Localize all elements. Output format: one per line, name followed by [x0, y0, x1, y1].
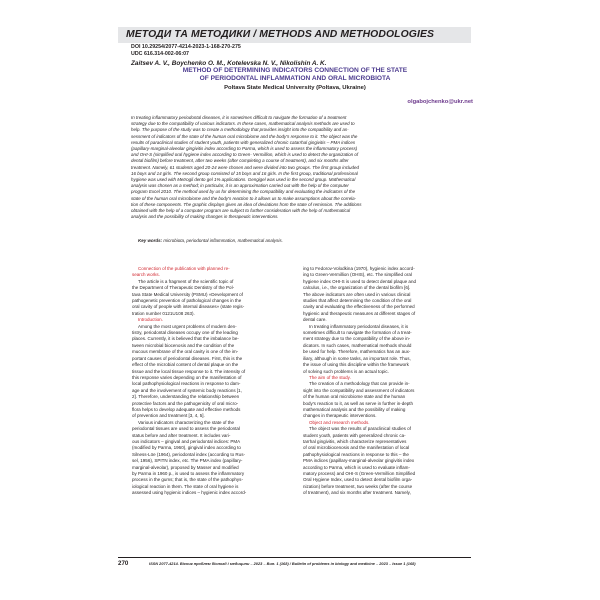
body-text-line: changes in therapeutic interventions. — [303, 413, 377, 419]
abstract-line: obtained with the help of a computer program are subject to further consideration with the help of mathematical — [131, 208, 351, 214]
body-text-line: the Department of Therapeutic Dentistry of the Pol- — [132, 285, 235, 291]
body-text-line: according to Parma, which is used to evaluate inflam- — [303, 464, 410, 470]
page-number: 270 — [118, 560, 129, 567]
body-text-line: hygienic and therapeutic measures at different stages of — [303, 310, 416, 316]
abstract-line: In treating inflammatory periodontal diseases, it is sometimes difficult to navigate the formation of a treatment — [131, 115, 347, 120]
body-text-line: tarrhal gingivitis, which characterize representatives — [303, 438, 407, 444]
body-text-line: effect of the microbial content of dental plaque on the — [132, 362, 239, 368]
abstract — [131, 115, 465, 220]
body-column-left — [132, 266, 294, 497]
body-text-line: age and the involvement of systemic body reactions [1, — [132, 387, 242, 393]
body-text-line: pathophysiological reactions in response to this – the — [303, 451, 409, 457]
affiliation: Poltava State Medical University (Poltava, Ukraine) — [224, 85, 366, 91]
body-text-line: Object and research methods. — [309, 419, 370, 425]
body-text-line: assessed using hygienic indices – hygienic index accord- — [132, 490, 247, 496]
body-text-line: of treatment), and six months after treatment. Namely, — [303, 490, 411, 496]
body-text-line: ment strategy due to the compatibility of the above in- — [303, 336, 411, 342]
abstract-line: analysis and the possibility of making changes in therapeutic interventions. — [131, 214, 279, 220]
body-text-line: student youth, patients with generalized chronic ca- — [303, 432, 406, 438]
body-text-line: Various indicators characterizing the state of the — [138, 419, 235, 425]
body-text-line: calculus, i.e., the organization of the dental biofilm [6]. — [303, 285, 411, 291]
body-text-line: ing to Green-Vermillion (OHIS), etc. The simplified oral — [303, 272, 412, 278]
body-text-line: body's reaction to it, as well as serve in further in-depth — [303, 400, 414, 406]
body-text-line: studies that affect determining the condition of the oral — [303, 298, 412, 304]
udc-line: UDC 616.314-002-06:07 — [131, 51, 190, 57]
keywords — [138, 238, 283, 243]
body-text-line: The aim of the study. — [309, 374, 351, 380]
body-text-line: (modified by Parma, 1960), gingival index according to — [132, 445, 241, 451]
authors-line: Zaitsev A. V., Boychenko O. M., Kotelevska N. V., Nikolishin A. K. — [131, 60, 327, 67]
body-text-line: tween microbial biocenosis and the condition of the — [132, 342, 235, 348]
article-title-line: OF PERIODONTAL INFLAMMATION AND ORAL MICROBIOTA — [199, 75, 391, 83]
body-text-line: sometimes difficult to navigate the formation of a treat- — [303, 330, 412, 336]
body-text-line: by Parma in 1960 p., is used to assess the inflammatory — [132, 471, 245, 476]
body-text-line: PMA indices (papillary-marginal-alveolar gingivitis index — [303, 458, 415, 464]
body-text-line: marginal-alveolar), proposed by Masser and modified — [132, 464, 239, 470]
body-text-line: tistry, periodontal diseases occupy one of the leading — [132, 330, 238, 336]
body-text-line: search works. — [132, 272, 160, 278]
body-text-line: Oral Hygiene Index, used to detect dental biofilm orga- — [303, 477, 413, 483]
body-text-line: status before and after treatment. It includes vari- — [132, 432, 231, 438]
abstract-line: (papillary-marginal-alveolar gingivitis index according to Parma, which is used to assess the inflammatory process) — [131, 146, 358, 152]
body-text-line: oral cavity of people with internal diseases» (state regis- — [132, 304, 245, 310]
body-text-line: The creation of a methodology that can provide in- — [309, 381, 410, 387]
body-text-line: nization) before treatment, two weeks (after the course — [303, 483, 413, 489]
doi-line: DOI 10.29254/2077-4214-2023-1-168-270-275 — [131, 44, 241, 50]
body-text-line: ing to Fedorov-Volodkina (1970), hygienic index accord- — [303, 266, 415, 271]
body-column-right — [303, 266, 465, 497]
body-text-line: of solving such problems is an actual topic. — [303, 368, 389, 374]
body-text-line: local pathophysiological reactions in response to dam- — [132, 381, 241, 387]
body-text-line: sight into the compatibility and assessment of indicators — [303, 387, 415, 393]
body-text-line: Introduction. — [138, 317, 163, 323]
body-text-line: flora helps to develop adequate and effective methods — [132, 406, 241, 412]
body-text-line: mucous membrane of the oral cavity is one of the im- — [132, 349, 239, 355]
abstract-line: hygiene was used with Metrogil dento gel 1% applications. Gengigel was used in the second group. Mathematical — [131, 177, 356, 183]
footer-divider — [118, 557, 471, 558]
keywords-text: microbiota, periodontal inflammation, mathematical analysis. — [162, 238, 283, 243]
body-text-line: cavity and evaluating the effectiveness of the performed — [303, 304, 415, 310]
body-text-line: hygiene index OHI-S is used to detect dental plaque and — [303, 278, 416, 284]
body-text-line: process in the gums; that is, the state of the pathophys- — [132, 477, 243, 483]
author-email: olgabojchenko@ukr.net — [407, 99, 473, 105]
body-text-line: of prevention and treatment [3, 4, 5]. — [132, 413, 205, 419]
body-text-line: ous indicators – gingival and periodontal indices: PMA — [132, 438, 241, 444]
body-text-line: this response varies depending on the manifestation of — [132, 374, 242, 380]
body-text-line: places. Currently, it is believed that the imbalance be- — [132, 336, 239, 342]
body-text-line: matory process) and OHI-S (Green-Vermillion Simplified — [303, 471, 416, 476]
body-text-line: tissue and the local tissue response to it. The intensity of — [132, 368, 246, 374]
journal-footer: ISSN 2077-4214. Вісник проблем біології і медицини – 2023 – Вип. 1 (168) / Bulletin of problems in biology and medicine – 2023 – Issue 1 (168) — [149, 561, 416, 566]
body-text-line: portant causes of periodontal diseases. First, this is the — [132, 355, 243, 361]
abstract-line: tion of these components. The graphic displays gives an idea of deviations from the state of remission. The additions — [131, 201, 362, 207]
abstract-line: help. The purpose of the study was to create a methodology that provides insight into the compatibility and as- — [131, 127, 349, 133]
body-text-line: Silness-Löe (1964), periodontal index (according to Rus- — [132, 451, 245, 457]
body-text-line: of the human oral microbiome state and the human — [303, 394, 406, 400]
body-text-line: periodontal tissues are used to assess the periodontal — [132, 426, 240, 432]
abstract-line: dental biofilm) before treatment, after two weeks (after completing a course of treatment), and six months after — [131, 158, 349, 164]
body-text-line: Connection of the publication with planned re- — [138, 266, 230, 271]
body-text-line: tration number 0121U108 263). — [132, 310, 195, 316]
abstract-line: program Excel 2010. The method used by us for determining the compatibility and evaluating the indicators of the — [131, 189, 356, 195]
abstract-line: 16 boys and 14 girls. The second group consisted of 15 boys and 16 girls. In the first group, traditional professional — [131, 170, 358, 176]
section-header-title: МЕТОДИ ТА МЕТОДИКИ / METHODS AND METHODOLOGIES — [126, 29, 435, 40]
abstract-line: state of the human oral microbiome and the body's reaction to it allows us to make assumptions about the correla- — [131, 195, 357, 201]
body-text-line: pathogenetic prevention of pathological changes in the — [132, 298, 242, 304]
body-text-line: Among the most urgent problems of modern den- — [138, 323, 237, 329]
article-title-line: METHOD OF DETERMINING INDICATORS CONNECTION OF THE STATE — [182, 67, 408, 74]
body-text-line: dicators. In such cases, mathematical methods should — [303, 342, 412, 348]
article-title — [145, 67, 445, 83]
body-text-line: The article is a fragment of the scientific topic of — [138, 278, 234, 284]
keywords-label: Key words: — [138, 238, 163, 243]
abstract-line: strategy due to the compatibility of various indicators. In these cases, mathematical analysis methods are used to — [131, 121, 355, 127]
body-text-line: be used for help. Therefore, mathematics has an aux- — [303, 349, 411, 355]
body-text-line: tava State Medical University (PSMU) «Development of — [132, 291, 243, 297]
body-text-line: protective factors and the pathogenicity of oral micro- — [132, 400, 239, 406]
body-text-line: iliary, although in some tasks, an important role. Thus, — [303, 355, 411, 361]
body-text-line: of oral microbiocenosis and the manifestation of local — [303, 445, 410, 451]
abstract-line: treatment. Namely, 61 students aged 20-24 were chosen and were divided into two groups. The first group included — [131, 164, 359, 170]
abstract-line: analysis was chosen as a method; in particular, it is an approximation carried out with the help of the computer — [131, 183, 349, 189]
body-text-line: the issue of using this discipline within the framework — [303, 362, 409, 368]
body-text-line: sel, 1956), SPITN index, etc. The PMA index (papillary- — [132, 458, 243, 464]
abstract-line: results of paraclinical studies of student youth, patients with generalized chronic catarrhal gingivitis – PMA indices — [131, 139, 356, 145]
body-text-line: 2]. Therefore, understanding the relationship between — [132, 394, 240, 400]
body-text-line: The above indicators are often used in various clinical — [303, 291, 411, 297]
body-text-line: iological reaction in them. The state of oral hygiene is — [132, 483, 239, 489]
body-text-line: mathematical analysis and the possibility of making — [303, 406, 406, 412]
abstract-line: sessment of indicators of the state of the human oral microbiome and the body's response to it. The object was the — [131, 133, 358, 139]
abstract-line: and OHI-S (simplified oral hygiene index according to Green- Vermillion, which is used to detect the organization of — [131, 152, 359, 158]
body-text-line: The object was the results of paraclinical studies of — [309, 426, 411, 432]
body-text-line: dental care. — [303, 317, 327, 323]
body-text-line: In treating inflammatory periodontal diseases, it is — [309, 323, 409, 329]
